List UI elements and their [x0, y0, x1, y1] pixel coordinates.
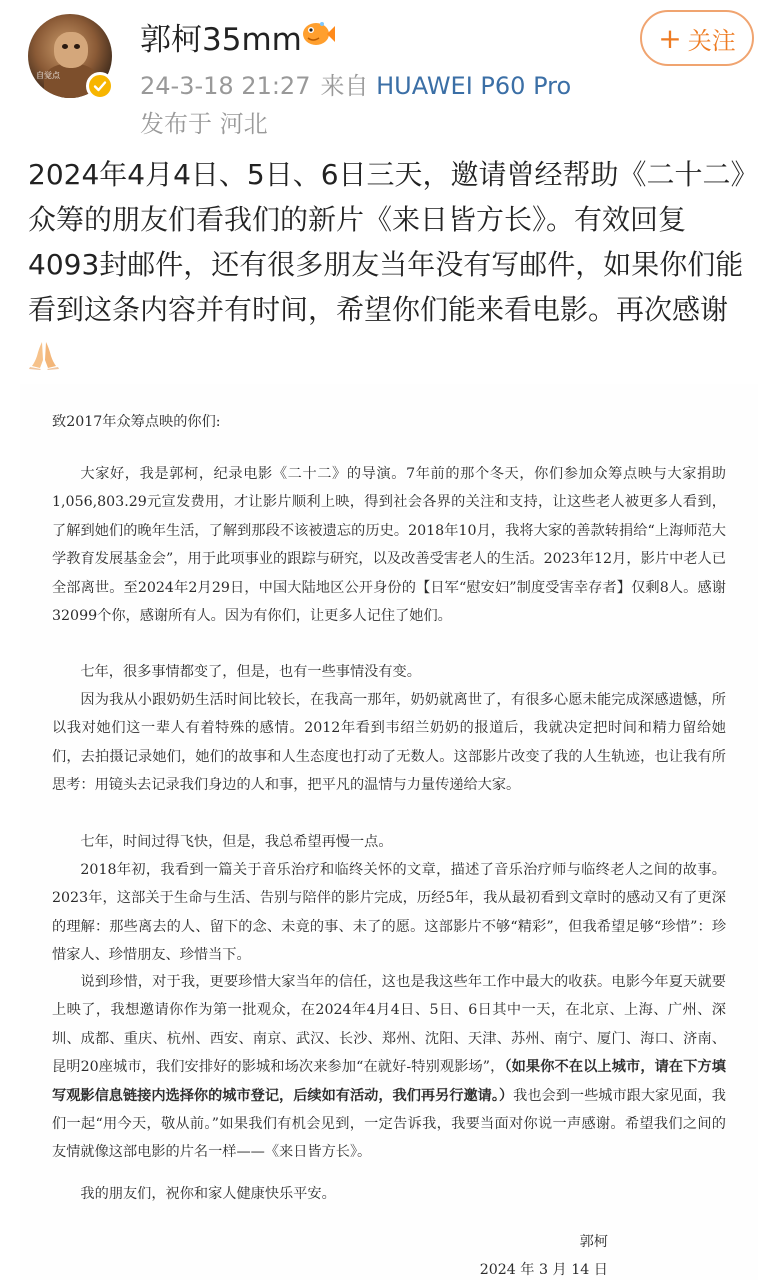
post-location: 发布于 河北	[140, 110, 268, 138]
post-meta	[140, 66, 571, 101]
username[interactable]: 郭柯35mm	[140, 22, 302, 58]
letter-paragraph-3: 因为我从小跟奶奶生活时间比较长，在我高一那年，奶奶就离世了，有很多心愿未能完成深感遗憾，所以我对她们这一辈人有着特殊的感情。2012年看到韦绍兰奶奶的报道后，我就决定把时间和精力留给她们，去拍摄记录她们，她们的故事和人生态度也打动了无数人。这部影片改变了我的人生轨迹，也让我有所思考：用镜头去记录我们身边的人和事，把平凡的温情与力量传递给大家。	[52, 692, 726, 794]
avatar-eye-left	[62, 44, 68, 49]
source-prefix: 来自	[320, 72, 369, 100]
letter-image[interactable]	[20, 384, 758, 1280]
post-header	[0, 0, 778, 150]
post-timestamp: 24-3-18 21:27	[140, 72, 311, 100]
post-text: 2024年4月4日、5日、6日三天，邀请曾经帮助《二十二》众筹的朋友们看我们的新片《来日皆方长》。有效回复4093封邮件，还有很多朋友当年没有写邮件，如果你们能看到这条内容并有时间，希望你们能来看电影。再次感谢	[28, 158, 745, 326]
device-link[interactable]: HUAWEI P60 Pro	[376, 72, 572, 100]
letter-date: 2024 年 3 月 14 日	[479, 1262, 608, 1278]
avatar-eye-right	[74, 44, 80, 49]
plus-icon: +	[658, 21, 682, 55]
verified-badge-icon	[86, 72, 114, 100]
letter-paragraph-7: 我的朋友们，祝你和家人健康快乐平安。	[80, 1186, 336, 1202]
fish-emoji-icon	[300, 18, 336, 50]
avatar-caption: 自觉点	[36, 71, 60, 80]
follow-button[interactable]	[640, 10, 754, 66]
letter-signature: 郭柯	[579, 1234, 608, 1250]
letter-paragraph-4: 七年，时间过得飞快，但是，我总希望再慢一点。	[80, 834, 393, 850]
letter-paragraph-6-part-b: 我也会到一些城市跟大家见面，我们一起“用今天，敬从前。”如果我们有机会见到，一定告诉我，我要当面对你说一声感谢。希望我们之间的友情就像这部电影的片名一样——《来日皆方长》。	[52, 1087, 726, 1161]
avatar-face	[54, 32, 88, 68]
letter-paragraph-1: 大家好，我是郭柯，纪录电影《二十二》的导演。7年前的那个冬天，你们参加众筹点映与大家捐助1,056,803.29元宣发费用，才让影片顺利上映，得到社会各界的关注和支持，让这些老人被更多人看到，了解到她们的晚年生活，了解到那段不该被遗忘的历史。2018年10月，我将大家的善款转捐给“上海师范大学教育发展基金会”，用于此项事业的跟踪与研究，以及改善受害老人的生活。2023年12月，影片中老人已全部离世。至2024年2月29日，中国大陆地区公开身份的【日军“慰安妇”制度受害幸存者】仅剩8人。感谢32099个你，感谢所有人。因为有你们，让更多人记住了她们。	[52, 466, 726, 625]
letter-paragraph-6-part-a: 说到珍惜，对于我，更要珍惜大家当年的信任，这也是我这些年工作中最大的收获。电影今年夏天就要上映了，我想邀请你作为第一批观众，在2024年4月4日、5日、6日其中一天，在北京、上海、广州、深圳、成都、重庆、杭州、西安、南京、武汉、长沙、郑州、沈阳、天津、苏州、南宁、厦门、海口、济南、昆明20座城市，我们安排好的影城和场次来参加“在就好-特别观影场”，	[52, 974, 726, 1076]
letter-paragraph-6	[52, 968, 726, 1167]
letter-salutation: 致2017年众筹点映的你们:	[52, 414, 221, 430]
letter-paragraph-6-bold: （如果你不在以上城市，请在下方填写观影信息链接内选择你的城市登记，后续如有活动，我们再另行邀请。）	[52, 1059, 726, 1104]
follow-label: 关注	[687, 26, 736, 55]
pray-hands-emoji-icon	[28, 340, 60, 370]
letter-paragraph-5: 2018年初，我看到一篇关于音乐治疗和临终关怀的文章，描述了音乐治疗师与临终老人之间的故事。2023年，这部关于生命与生活、告别与陪伴的影片完成，历经5年，我从最初看到文章时的感动又有了更深的理解：那些离去的人、留下的念、未竟的事、未了的愿。这部影片不够“精彩”，但我希望足够“珍惜”：珍惜家人、珍惜朋友、珍惜当下。	[52, 862, 727, 964]
letter-paragraph-2: 七年，很多事情都变了，但是，也有一些事情没有变。	[80, 664, 421, 680]
post-body	[28, 152, 754, 377]
